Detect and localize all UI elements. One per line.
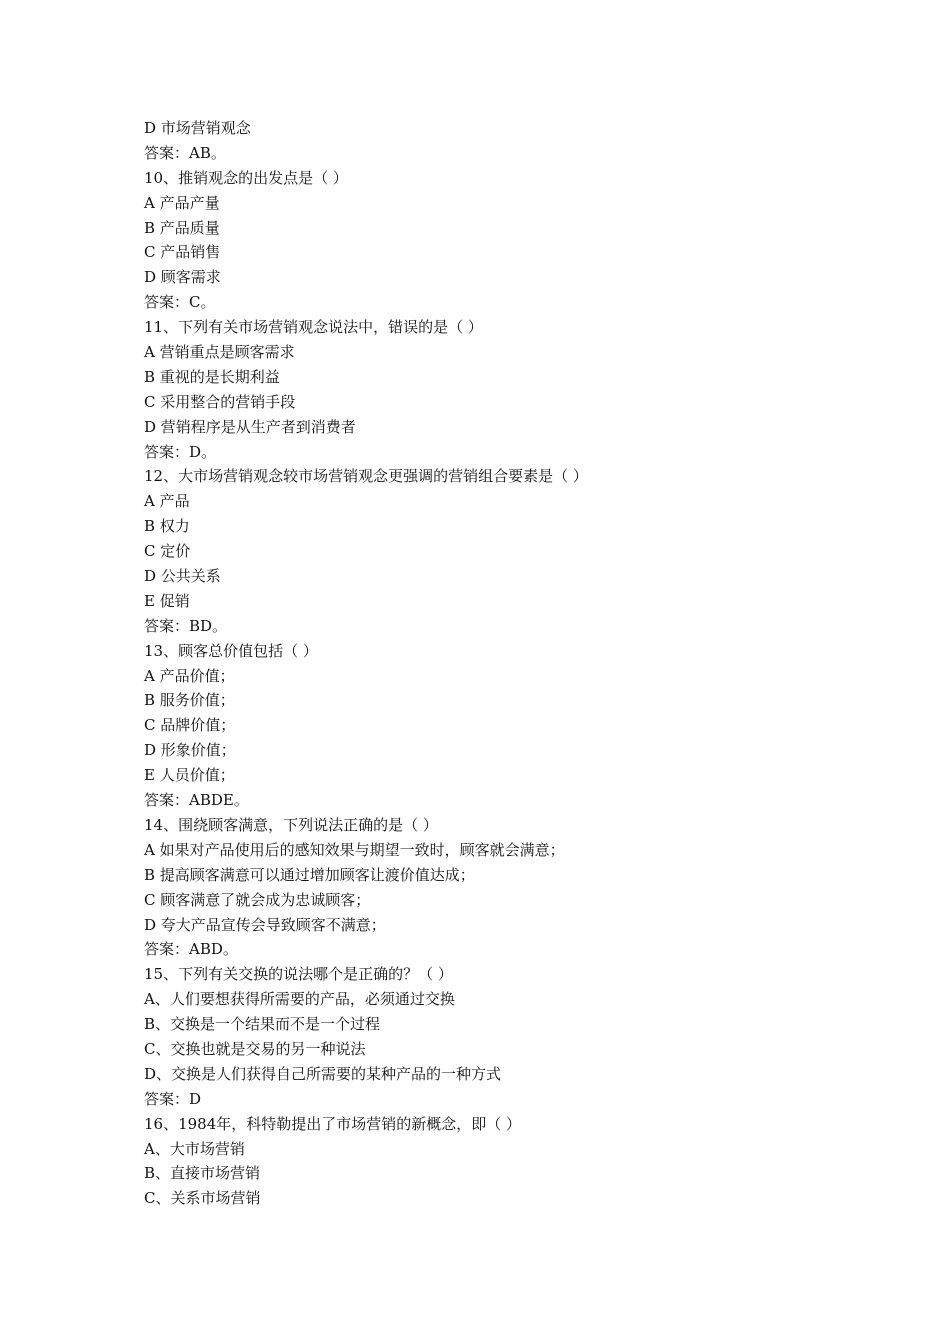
- option-line: A 营销重点是顾客需求: [144, 343, 295, 362]
- option-line: B 权力: [144, 517, 190, 536]
- option-line: B、交换是一个结果而不是一个过程: [144, 1015, 381, 1034]
- question-line: 16、1984年，科特勒提出了市场营销的新概念，即（ ）: [144, 1114, 522, 1133]
- option-line: B 产品质量: [144, 218, 220, 237]
- option-line: C 定价: [144, 542, 191, 561]
- option-line: D 形象价值；: [144, 741, 236, 760]
- option-line: C 产品销售: [144, 243, 221, 262]
- option-line: B、直接市场营销: [144, 1164, 261, 1183]
- option-line: C、关系市场营销: [144, 1189, 261, 1208]
- option-line: A、人们要想获得所需要的产品，必须通过交换: [144, 990, 455, 1009]
- question-line: 14、围绕顾客满意，下列说法正确的是（ ）: [144, 815, 438, 834]
- option-line: A 产品价值；: [144, 666, 235, 685]
- option-line: C 采用整合的营销手段: [144, 392, 296, 411]
- option-line: D、交换是人们获得自己所需要的某种产品的一种方式: [144, 1064, 502, 1083]
- option-line: B 重视的是长期利益: [144, 367, 280, 386]
- answer-line: 答案：ABD。: [144, 940, 238, 959]
- option-line: D 公共关系: [144, 567, 221, 586]
- answer-line: 答案：C。: [144, 293, 216, 312]
- option-line: B 提高顾客满意可以通过增加顾客让渡价值达成；: [144, 865, 475, 884]
- question-line: 13、顾客总价值包括（ ）: [144, 641, 318, 660]
- question-line: 15、下列有关交换的说法哪个是正确的？（ ）: [144, 965, 453, 984]
- option-line: D 顾客需求: [144, 268, 221, 287]
- question-line: 12、大市场营销观念较市场营销观念更强调的营销组合要素是（ ）: [144, 467, 588, 486]
- option-line: B 服务价值；: [144, 691, 235, 710]
- option-line: D 市场营销观念: [144, 119, 251, 137]
- option-line: A、大市场营销: [144, 1139, 245, 1158]
- option-line: E 人员价值；: [144, 766, 235, 785]
- document-text-lines: [144, 116, 844, 1211]
- option-line: D 营销程序是从生产者到消费者: [144, 417, 356, 436]
- option-line: E 促销: [144, 591, 190, 610]
- option-line: C、交换也就是交易的另一种说法: [144, 1039, 366, 1058]
- answer-line: 答案：BD。: [144, 616, 228, 635]
- option-line: A 产品: [144, 492, 190, 511]
- option-line: C 品牌价值；: [144, 716, 236, 735]
- option-line: D 夸大产品宣传会导致顾客不满意；: [144, 915, 386, 934]
- answer-line: 答案：D。: [144, 442, 217, 461]
- option-line: A 产品产量: [144, 193, 220, 212]
- answer-line: 答案：D: [144, 1089, 202, 1108]
- option-line: C 顾客满意了就会成为忠诚顾客；: [144, 890, 371, 909]
- answer-line: 答案：AB。: [144, 143, 226, 162]
- answer-line: 答案：ABDE。: [144, 791, 249, 810]
- option-line: A 如果对产品使用后的感知效果与期望一致时，顾客就会满意；: [144, 840, 565, 859]
- question-line: 10、推销观念的出发点是（ ）: [144, 168, 348, 187]
- question-line: 11、下列有关市场营销观念说法中，错误的是（ ）: [144, 318, 483, 337]
